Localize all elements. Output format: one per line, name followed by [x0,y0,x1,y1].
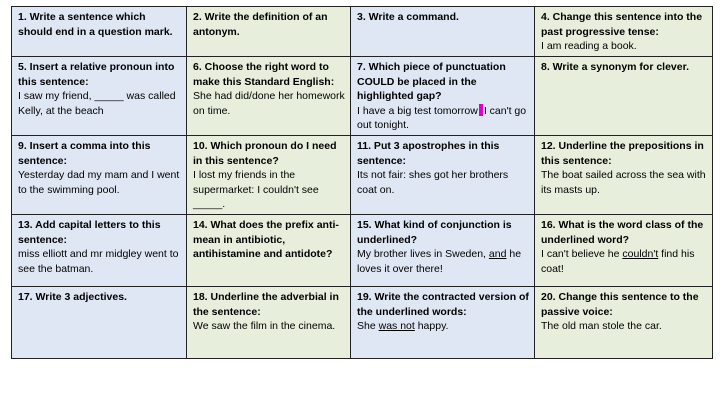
underlined-word-16: couldn't [622,248,659,261]
question-9: 9. Insert a comma into this sentence: [18,139,151,167]
question-4: 4. Change this sentence into the past progressive tense: [541,11,703,38]
sentence-6: She had did/done her homework on time. [193,90,345,117]
question-13: 13. Add capital letters to this sentence: [18,218,161,246]
sentence-16 [541,247,707,276]
question-17: 17. Write 3 adjectives. [18,290,127,303]
sentence-18: We saw the film in the cinema. [193,320,336,333]
sentence-11: Its not fair: shes got her brothers coat on. [357,169,509,196]
cell-15 [351,214,535,286]
question-6: 6. Choose the right word to make this Standard English: [193,61,335,88]
sentence-15-part-2: he loves it over there! [357,248,522,275]
sentence-13: miss elliott and mr midgley went to see the batman. [18,248,179,275]
cell-17 [12,286,187,358]
cell-9 [12,135,187,214]
cell-5 [12,57,187,136]
question-10: 10. Which pronoun do I need in this sentence? [193,139,337,167]
question-1: 1. Write a sentence which should end in a question mark. [18,11,173,38]
underlined-words-19: was not [378,320,415,333]
cell-4 [535,7,713,57]
sentence-19-part-2: happy. [414,320,449,333]
sentence-7-part-2: I can't go out tonight. [357,104,527,132]
sentence-12: The boat sailed across the sea with its masts up. [541,169,706,196]
sentence-10: I lost my friends in the supermarket: I couldn't see _____. [193,169,319,211]
sentence-16-part-2: find his coat! [541,248,695,275]
cell-12 [535,135,713,214]
question-14: 14. What does the prefix anti- mean in antibiotic, antihistamine and antidote? [193,218,339,261]
cell-18 [187,286,351,358]
question-19: 19. Write the contracted version of the underlined words: [357,290,529,318]
cell-7 [351,57,535,136]
question-15: 15. What kind of conjunction is underlined? [357,218,512,246]
question-2: 2. Write the definition of an antonym. [193,11,328,38]
highlighted-gap [479,104,483,116]
question-16: 16. What is the word class of the underlined word? [541,218,704,246]
cell-19 [351,286,535,358]
cell-2 [187,7,351,57]
question-grid [11,6,713,359]
cell-20 [535,286,713,358]
question-18: 18. Underline the adverbial in the sentence: [193,290,339,318]
cell-6 [187,57,351,136]
sentence-19 [357,319,529,334]
cell-1 [12,7,187,57]
cell-14 [187,214,351,286]
question-12: 12. Underline the prepositions in this sentence: [541,139,704,167]
question-7: 7. Which piece of punctuation COULD be placed in the highlighted gap? [357,61,506,103]
cell-13 [12,214,187,286]
cell-3 [351,7,535,57]
sentence-7 [357,104,529,133]
cell-16 [535,214,713,286]
cell-11 [351,135,535,214]
sentence-15 [357,247,529,276]
sentence-5: I saw my friend, _____ was called Kelly, at the beach [18,90,176,117]
sentence-9: Yesterday dad my mam and I went to the swimming pool. [18,169,180,196]
question-20: 20. Change this sentence to the passive voice: [541,290,699,318]
cell-8 [535,57,713,136]
question-5: 5. Insert a relative pronoun into this sentence: [18,61,175,88]
cell-10 [187,135,351,214]
question-3: 3. Write a command. [357,11,459,23]
sentence-15-part-1: My brother lives in Sweden, [357,248,489,261]
sentence-16-part-1: I can't believe he [541,248,623,261]
sentence-4: I am reading a book. [541,40,637,53]
sentence-7-part-1: I have a big test tomorrow [357,104,478,117]
sentence-19-part-1: She [357,320,379,333]
question-11: 11. Put 3 apostrophes in this sentence: [357,139,500,167]
question-8: 8. Write a synonym for clever. [541,61,690,73]
sentence-20: The old man stole the car. [541,320,662,333]
underlined-word-15: and [488,248,507,261]
